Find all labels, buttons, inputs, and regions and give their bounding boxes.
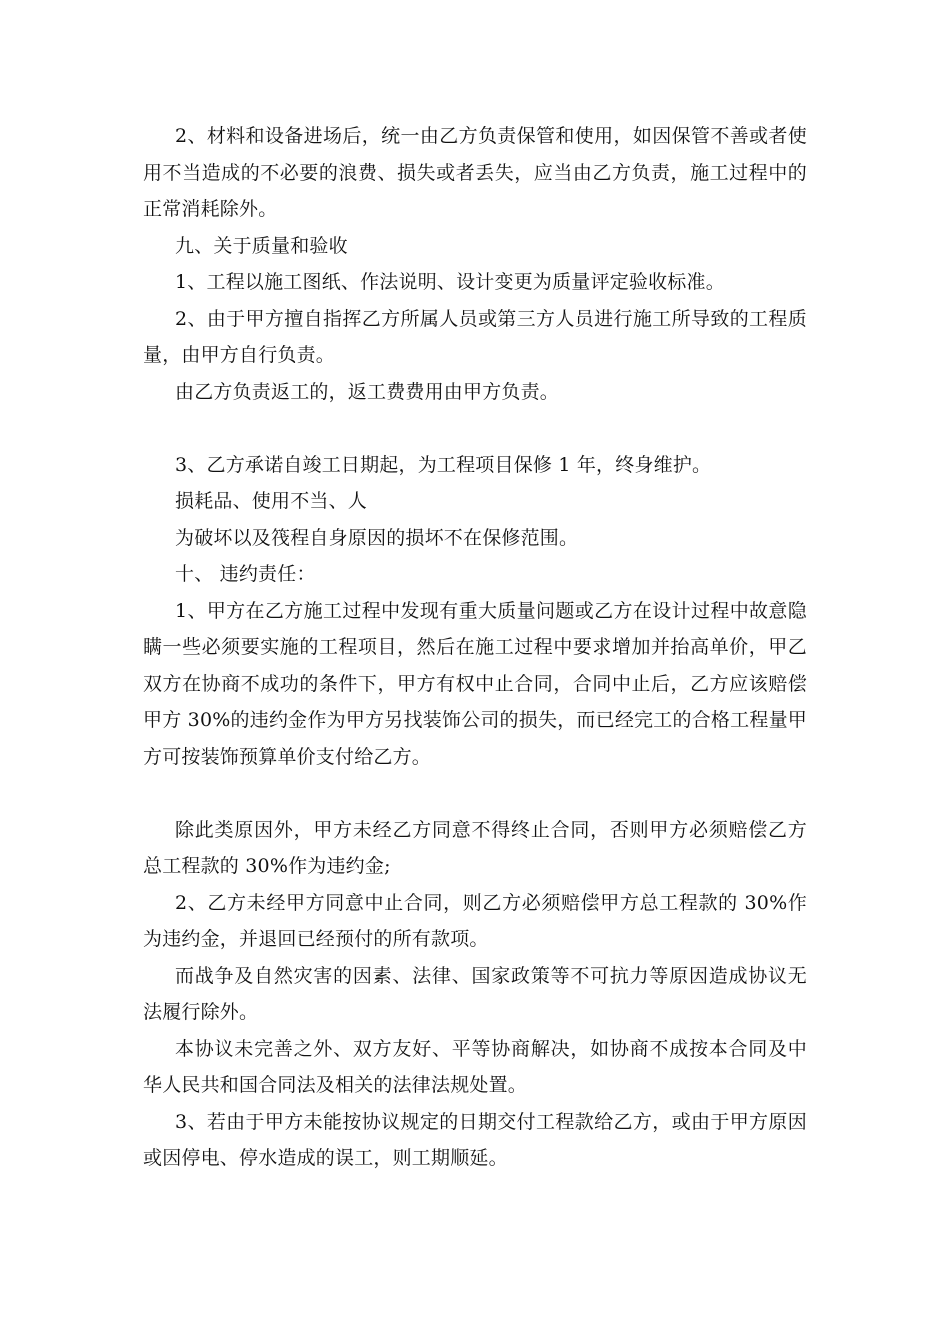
document-body [143, 118, 807, 1177]
paragraph: 1、甲方在乙方施工过程中发现有重大质量问题或乙方在设计过程中故意隐瞒一些必须要实施的工程项目，然后在施工过程中要求增加并抬高单价，甲乙双方在协商不成功的条件下，甲方有权中止合同，合同中止后，乙方应该赔偿甲方 30%的违约金作为甲方另找装饰公司的损失，而已经完工的合格工程量甲方可按装饰预算单价支付给乙方。 [143, 599, 807, 768]
paragraph: 1、工程以施工图纸、作法说明、设计变更为质量评定验收标准。 [175, 271, 725, 293]
paragraph: 3、若由于甲方未能按协议规定的日期交付工程款给乙方，或由于甲方原因或因停电、停水造成的误工，则工期顺延。 [143, 1110, 807, 1169]
paragraph: 3、乙方承诺自竣工日期起，为工程项目保修 1 年，终身维护。 [175, 453, 712, 476]
blank-line [143, 410, 807, 447]
paragraph: 2、材料和设备进场后，统一由乙方负责保管和使用，如因保管不善或者使用不当造成的不必要的浪费、损失或者丢失，应当由乙方负责，施工过程中的正常消耗除外。 [143, 125, 807, 220]
paragraph: 2、乙方未经甲方同意中止合同，则乙方必须赔偿甲方总工程款的 30%作为违约金，并退回已经预付的所有款项。 [143, 891, 807, 950]
paragraph: 而战争及自然灾害的因素、法律、国家政策等不可抗力等原因造成协议无法履行除外。 [143, 964, 807, 1023]
paragraph: 2、由于甲方擅自指挥乙方所属人员或第三方人员进行施工所导致的工程质量，由甲方自行负责。 [143, 307, 807, 366]
paragraph: 除此类原因外，甲方未经乙方同意不得终止合同，否则甲方必须赔偿乙方总工程款的 30%作为违约金; [143, 818, 807, 877]
paragraph: 损耗品、使用不当、人 [175, 490, 368, 512]
section-heading-quality: 九、关于质量和验收 [175, 234, 348, 257]
paragraph: 本协议未完善之外、双方友好、平等协商解决，如协商不成按本合同及中华人民共和国合同法及相关的法律法规处置。 [143, 1037, 807, 1096]
paragraph: 为破坏以及筏程自身原因的损坏不在保修范围。 [175, 526, 579, 549]
paragraph: 由乙方负责返工的，返工费费用由甲方负责。 [175, 380, 560, 403]
blank-line [143, 775, 807, 812]
section-heading-liability: 十、 违约责任： [175, 563, 316, 585]
